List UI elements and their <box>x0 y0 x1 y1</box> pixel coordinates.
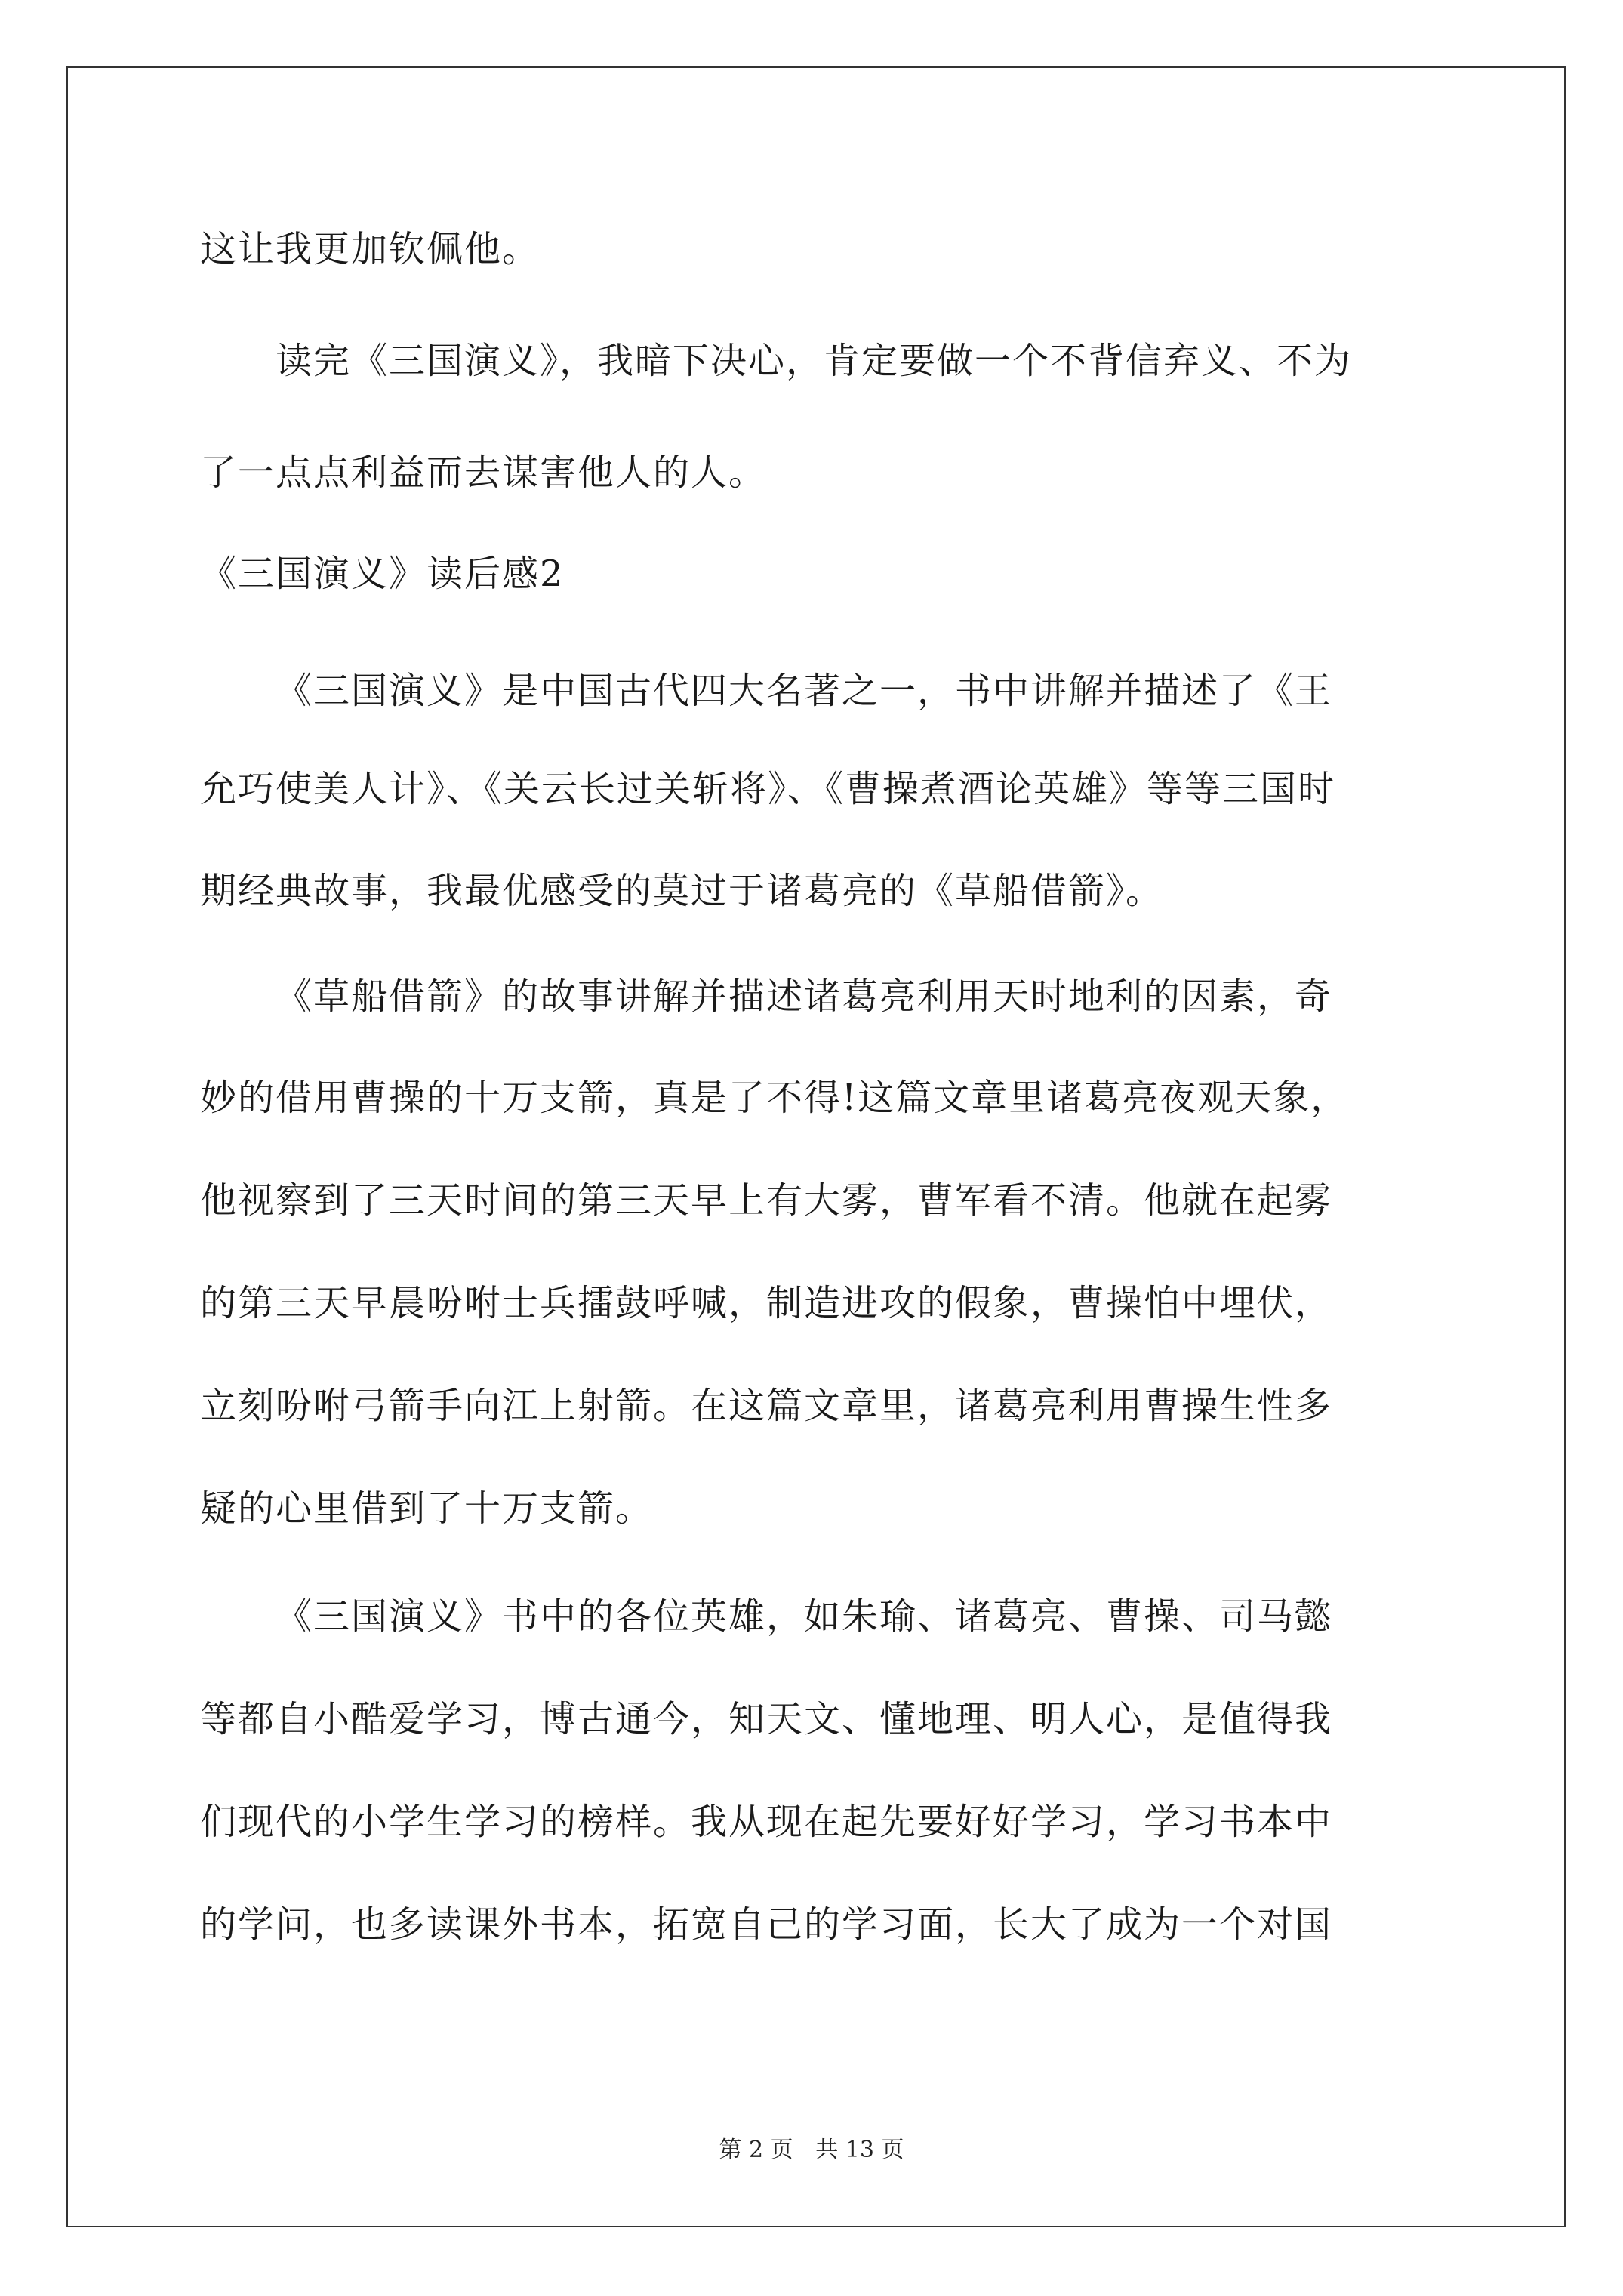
text-line: 疑的心里借到了十万支箭。 <box>200 1487 654 1530</box>
text-line: 们现代的小学生学习的榜样。我从现在起先要好好学习，学习书本中 <box>200 1801 1333 1843</box>
text-line: 期经典故事，我最优感受的莫过于诸葛亮的《草船借箭》。 <box>200 870 1164 912</box>
text-line: 等都自小酷爱学习，博古通今，知天文、懂地理、明人心，是值得我 <box>200 1698 1333 1740</box>
text-line: 的学问，也多读课外书本，拓宽自己的学习面，长大了成为一个对国 <box>200 1903 1333 1946</box>
paragraph-first-line: 《三国演义》书中的各位英雄，如朱瑜、诸葛亮、曹操、司马懿 <box>276 1595 1333 1638</box>
text-line: 的第三天早晨吩咐士兵擂鼓呼喊，制造进攻的假象，曹操怕中埋伏， <box>200 1282 1333 1324</box>
text-line: 这让我更加钦佩他。 <box>200 228 540 270</box>
page-total: 共 13 页 <box>815 2137 904 2163</box>
page-footer <box>0 2135 1623 2165</box>
text-line: 妙的借用曹操的十万支箭，真是了不得!这篇文章里诸葛亮夜观天象， <box>200 1077 1349 1119</box>
text-line: 了一点点利益而去谋害他人的人。 <box>200 451 767 494</box>
text-line: 立刻吩咐弓箭手向江上射箭。在这篇文章里，诸葛亮利用曹操生性多 <box>200 1385 1333 1427</box>
section-heading: 《三国演义》读后感2 <box>200 553 565 595</box>
paragraph-first-line: 读完《三国演义》，我暗下决心，肯定要做一个不背信弃义、不为 <box>276 340 1353 382</box>
paragraph-first-line: 《三国演义》是中国古代四大名著之一，书中讲解并描述了《王 <box>276 670 1333 712</box>
paragraph-first-line: 《草船借箭》的故事讲解并描述诸葛亮利用天时地利的因素，奇 <box>276 975 1333 1018</box>
text-line: 允巧使美人计》、《关云长过关斩将》、《曹操煮酒论英雄》等等三国时 <box>200 768 1336 810</box>
text-line: 他视察到了三天时间的第三天早上有大雾，曹军看不清。他就在起雾 <box>200 1179 1333 1222</box>
page-number: 第 2 页 <box>719 2137 793 2163</box>
